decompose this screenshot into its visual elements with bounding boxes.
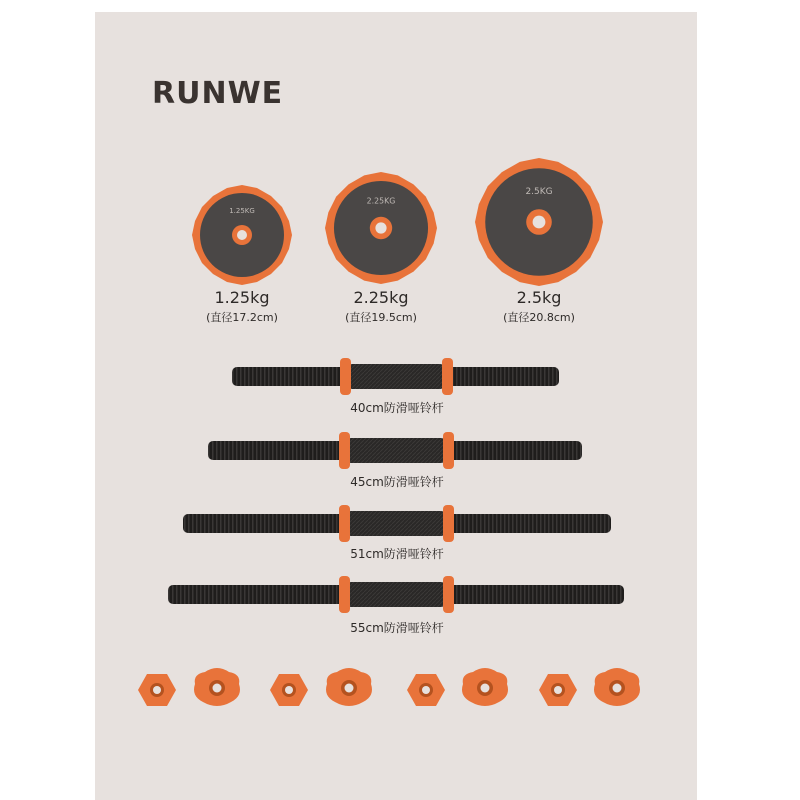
hex-nut-icon bbox=[407, 674, 445, 706]
bar-label: 45cm防滑哑铃杆 bbox=[350, 475, 444, 489]
bar-label: 55cm防滑哑铃杆 bbox=[350, 621, 444, 635]
hex-nut-icon bbox=[270, 674, 308, 706]
bar-55cm bbox=[168, 576, 624, 613]
bar-label: 40cm防滑哑铃杆 bbox=[350, 401, 444, 415]
brand-logo: RUNWE bbox=[152, 76, 284, 111]
collars bbox=[138, 668, 640, 706]
bar-51cm bbox=[183, 505, 611, 542]
plate-embossed-text: 1.25KG bbox=[229, 207, 255, 215]
plate-diameter: (直径17.2cm) bbox=[206, 311, 278, 324]
plate-weight: 2.5kg bbox=[516, 288, 562, 307]
star-nut-icon bbox=[594, 668, 640, 706]
plate-diameter: (直径20.8cm) bbox=[503, 311, 575, 324]
star-nut-icon bbox=[462, 668, 508, 706]
bar-45cm bbox=[208, 432, 582, 469]
bar-40cm bbox=[232, 358, 559, 395]
plate-weight: 2.25kg bbox=[353, 288, 409, 307]
star-nut-icon bbox=[326, 668, 372, 706]
plate-weight: 1.25kg bbox=[214, 288, 270, 307]
plate-diameter: (直径19.5cm) bbox=[345, 311, 417, 324]
plate-embossed-text: 2.5KG bbox=[525, 186, 553, 197]
star-nut-icon bbox=[194, 668, 240, 706]
plate-embossed-text: 2.25KG bbox=[366, 196, 396, 206]
hex-nut-icon bbox=[138, 674, 176, 706]
bar-label: 51cm防滑哑铃杆 bbox=[350, 547, 444, 561]
hex-nut-icon bbox=[539, 674, 577, 706]
